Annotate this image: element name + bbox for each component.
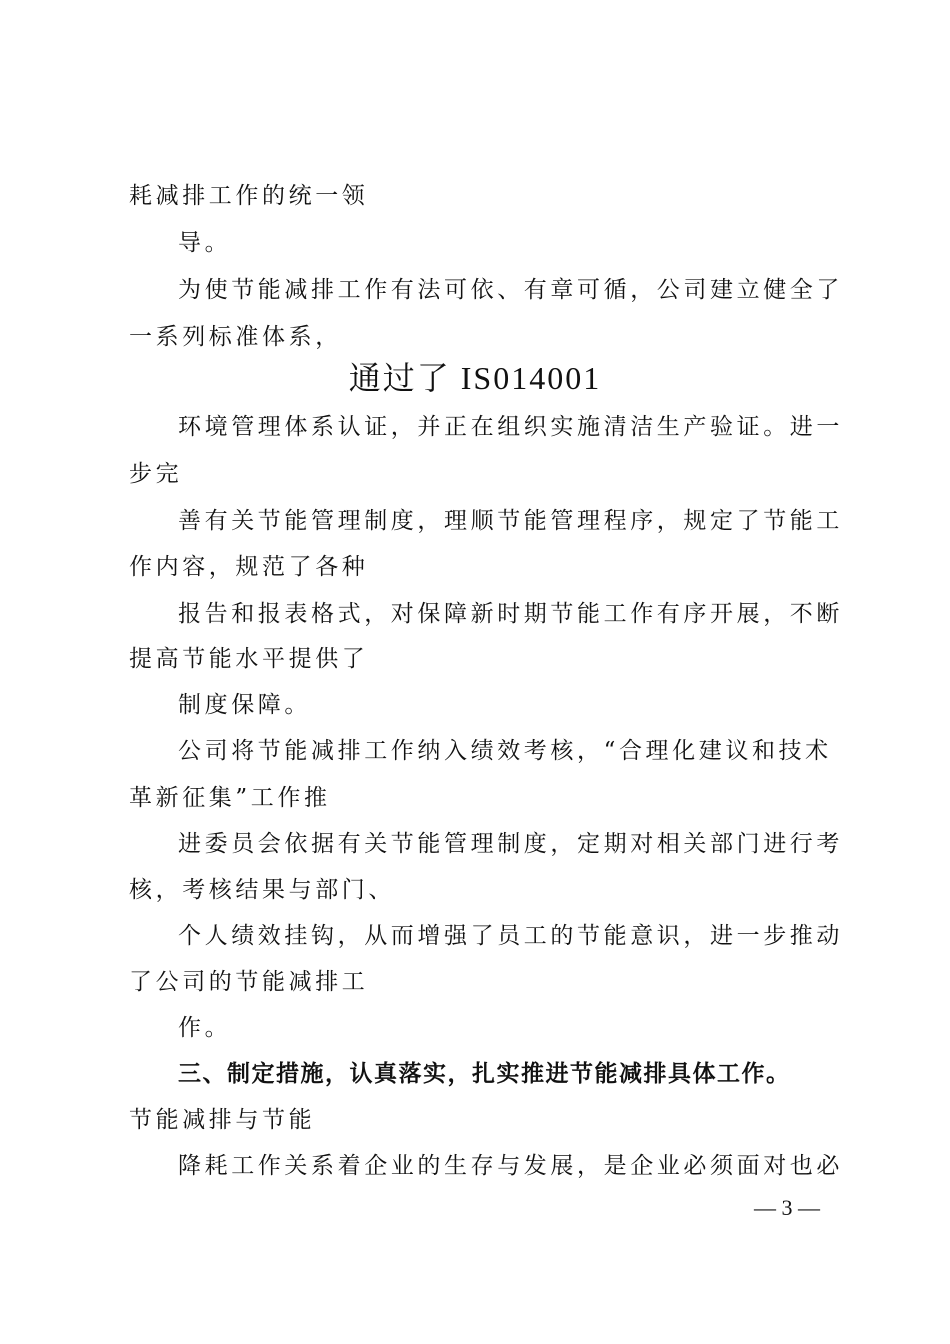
paragraph-line: 提高节能水平提供了 <box>129 646 369 672</box>
paragraph-line: 步完 <box>129 461 183 487</box>
paragraph-line: 进委员会依据有关节能管理制度，定期对相关部门进行考 <box>178 831 843 857</box>
paragraph-line: 革新征集”工作推 <box>129 785 331 811</box>
paragraph-line: 核，考核结果与部门、 <box>129 877 395 903</box>
paragraph-line: 报告和报表格式，对保障新时期节能工作有序开展，不断 <box>178 601 843 627</box>
paragraph-line: 善有关节能管理制度，理顺节能管理程序，规定了节能工 <box>178 508 843 534</box>
section-heading: 三、制定措施，认真落实，扎实推进节能减排具体工作。 <box>178 1061 791 1087</box>
paragraph-line: 一系列标准体系， <box>129 324 342 350</box>
paragraph-line: 导。 <box>178 230 232 256</box>
paragraph-line: 为使节能减排工作有法可依、有章可循，公司建立健全了 <box>178 277 843 303</box>
page-number: — 3 — <box>754 1195 820 1220</box>
paragraph-line: 制度保障。 <box>178 692 311 718</box>
paragraph-line: 降耗工作关系着企业的生存与发展，是企业必须面对也必 <box>178 1153 843 1179</box>
paragraph-line: 作内容，规范了各种 <box>129 554 369 580</box>
paragraph-line: 了公司的节能减排工 <box>129 969 369 995</box>
centered-heading: 通过了 IS014001 <box>348 360 602 396</box>
paragraph-line: 环境管理体系认证，并正在组织实施清洁生产验证。进一 <box>178 414 843 440</box>
paragraph-line: 公司将节能减排工作纳入绩效考核，“合理化建议和技术 <box>178 738 832 764</box>
paragraph-line: 节能减排与节能 <box>129 1107 316 1133</box>
paragraph-line: 耗减排工作的统一领 <box>129 183 369 209</box>
paragraph-line: 作。 <box>178 1015 232 1041</box>
paragraph-line: 个人绩效挂钩，从而增强了员工的节能意识，进一步推动 <box>178 923 843 949</box>
